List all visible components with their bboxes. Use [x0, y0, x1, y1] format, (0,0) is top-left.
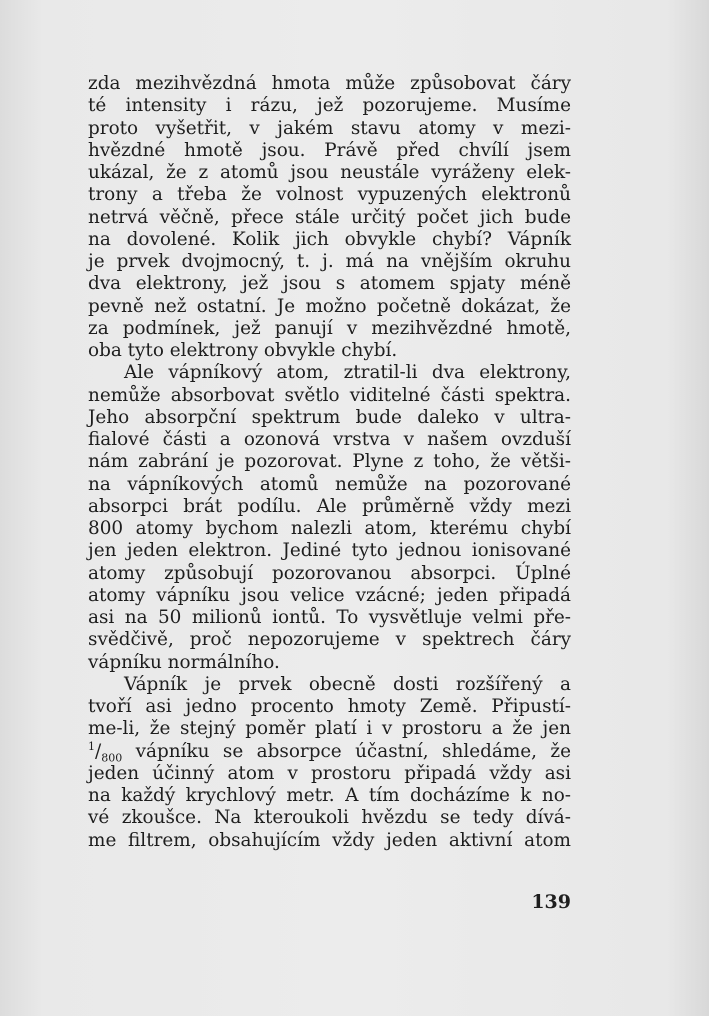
text-line-content: trony a třeba že volnost vypuzených elektronů [88, 184, 571, 206]
text-line-content: absorpci brát podílu. Ale průměrně vždy mezi [88, 495, 571, 517]
text-line-content: me filtrem, obsahujícím vždy jeden aktivní atom [88, 829, 571, 851]
text-line [88, 718, 571, 740]
text-line [88, 318, 571, 340]
text-line-content: pevně než ostatní. Je možno početně dokázat, že [88, 295, 571, 317]
text-line [88, 563, 571, 585]
text-line [88, 362, 571, 384]
text-line-content: na dovolené. Kolik jich obvykle chybí? Vápník [88, 228, 571, 250]
text-line-content: fialové části a ozonová vrstva v našem ovzduší [88, 429, 571, 450]
text-line [88, 741, 571, 763]
text-line-content: zda mezihvězdná hmota může způsobovat čáry [88, 73, 571, 94]
text-line-content: atomy vápníku jsou velice vzácné; jeden připadá [88, 584, 571, 606]
text-line [88, 451, 571, 473]
text-line [88, 340, 571, 362]
text-line-content: asi na 50 milionů iontů. To vysvětluje velmi pře- [88, 607, 571, 628]
text-line [88, 763, 571, 785]
text-line [88, 785, 571, 807]
text-line-content: atomy způsobují pozorovanou absorpci. Úplné [88, 562, 571, 584]
text-line [88, 385, 571, 407]
text-line [88, 474, 571, 496]
text-line [88, 607, 571, 629]
text-line-content: tvoří asi jedno procento hmoty Země. Připustí- [88, 696, 571, 717]
text-line [88, 207, 571, 229]
text-line-content: vé zkoušce. Na kteroukoli hvězdu se tedy dívá- [88, 807, 571, 829]
text-line [88, 407, 571, 429]
text-line [88, 296, 571, 318]
text-line [88, 629, 571, 651]
text-line [88, 184, 571, 206]
text-line-content: nemůže absorbovat světlo viditelné části spektra. [88, 384, 571, 406]
text-line-content: proto vyšetřit, v jakém stavu atomy v mezi- [88, 117, 571, 139]
body-text [88, 73, 571, 852]
text-line-content: dva elektrony, jež jsou s atomem spjaty méně [88, 273, 571, 295]
text-line [88, 140, 571, 162]
text-line-content: na vápníkových atomů nemůže na pozorované [88, 473, 571, 495]
text-line-content: oba tyto elektrony obvykle chybí. [88, 340, 398, 361]
text-line-content: Vápník je prvek obecně dosti rozšířený a [124, 673, 571, 695]
text-line-content: za podmínek, jež panují v mezihvězdné hmotě, [88, 317, 571, 339]
text-line-content: ukázal, že z atomů jsou neustále vyráženy elek- [88, 162, 571, 183]
text-line [88, 674, 571, 696]
text-line [88, 118, 571, 140]
text-line-content: 800 atomy bychom nalezli atom, kterému chybí [88, 518, 571, 539]
text-line [88, 518, 571, 540]
text-line-content: Ale vápníkový atom, ztratil-li dva elektrony, [124, 362, 571, 384]
text-line-content: hvězdné hmotě jsou. Právě před chvílí jsem [88, 139, 571, 161]
text-line [88, 162, 571, 184]
text-line [88, 273, 571, 295]
text-line-content: té intensity i rázu, jež pozorujeme. Musíme [88, 95, 571, 117]
text-line [88, 696, 571, 718]
text-line-content: vápníku se absorpce účastní, shledáme, že [135, 740, 571, 762]
fraction: $^1/_{800}$ [88, 739, 123, 765]
text-line-content: vápníku normálního. [88, 651, 280, 673]
text-line-content: jen jeden elektron. Jediné tyto jednou ionisované [88, 540, 571, 562]
text-line [88, 807, 571, 829]
text-line [88, 229, 571, 251]
text-line [88, 95, 571, 117]
text-line-content: me-li, že stejný poměr platí i v prostoru a že jen [88, 718, 571, 740]
text-line [88, 585, 571, 607]
text-line [88, 540, 571, 562]
text-line-content: nám zabrání je pozorovat. Plyne z toho, že větši- [88, 451, 571, 473]
text-line [88, 830, 571, 852]
text-line [88, 652, 571, 674]
text-line-content: svědčivě, proč nepozorujeme v spektrech čáry [88, 629, 571, 651]
text-line-content: je prvek dvojmocný, t. j. má na vnějším okruhu [88, 251, 571, 272]
page-number: 139 [531, 891, 571, 913]
text-line [88, 429, 571, 451]
text-line [88, 496, 571, 518]
text-line-content: jeden účinný atom v prostoru připadá vždy asi [88, 762, 571, 784]
text-line-content: Jeho absorpční spektrum bude daleko v ultra- [88, 406, 571, 428]
text-line-content: netrvá věčně, přece stále určitý počet jich bude [88, 206, 571, 228]
text-line [88, 251, 571, 273]
text-line [88, 73, 571, 95]
text-line-content: na každý krychlový metr. A tím docházíme k no- [88, 785, 571, 806]
